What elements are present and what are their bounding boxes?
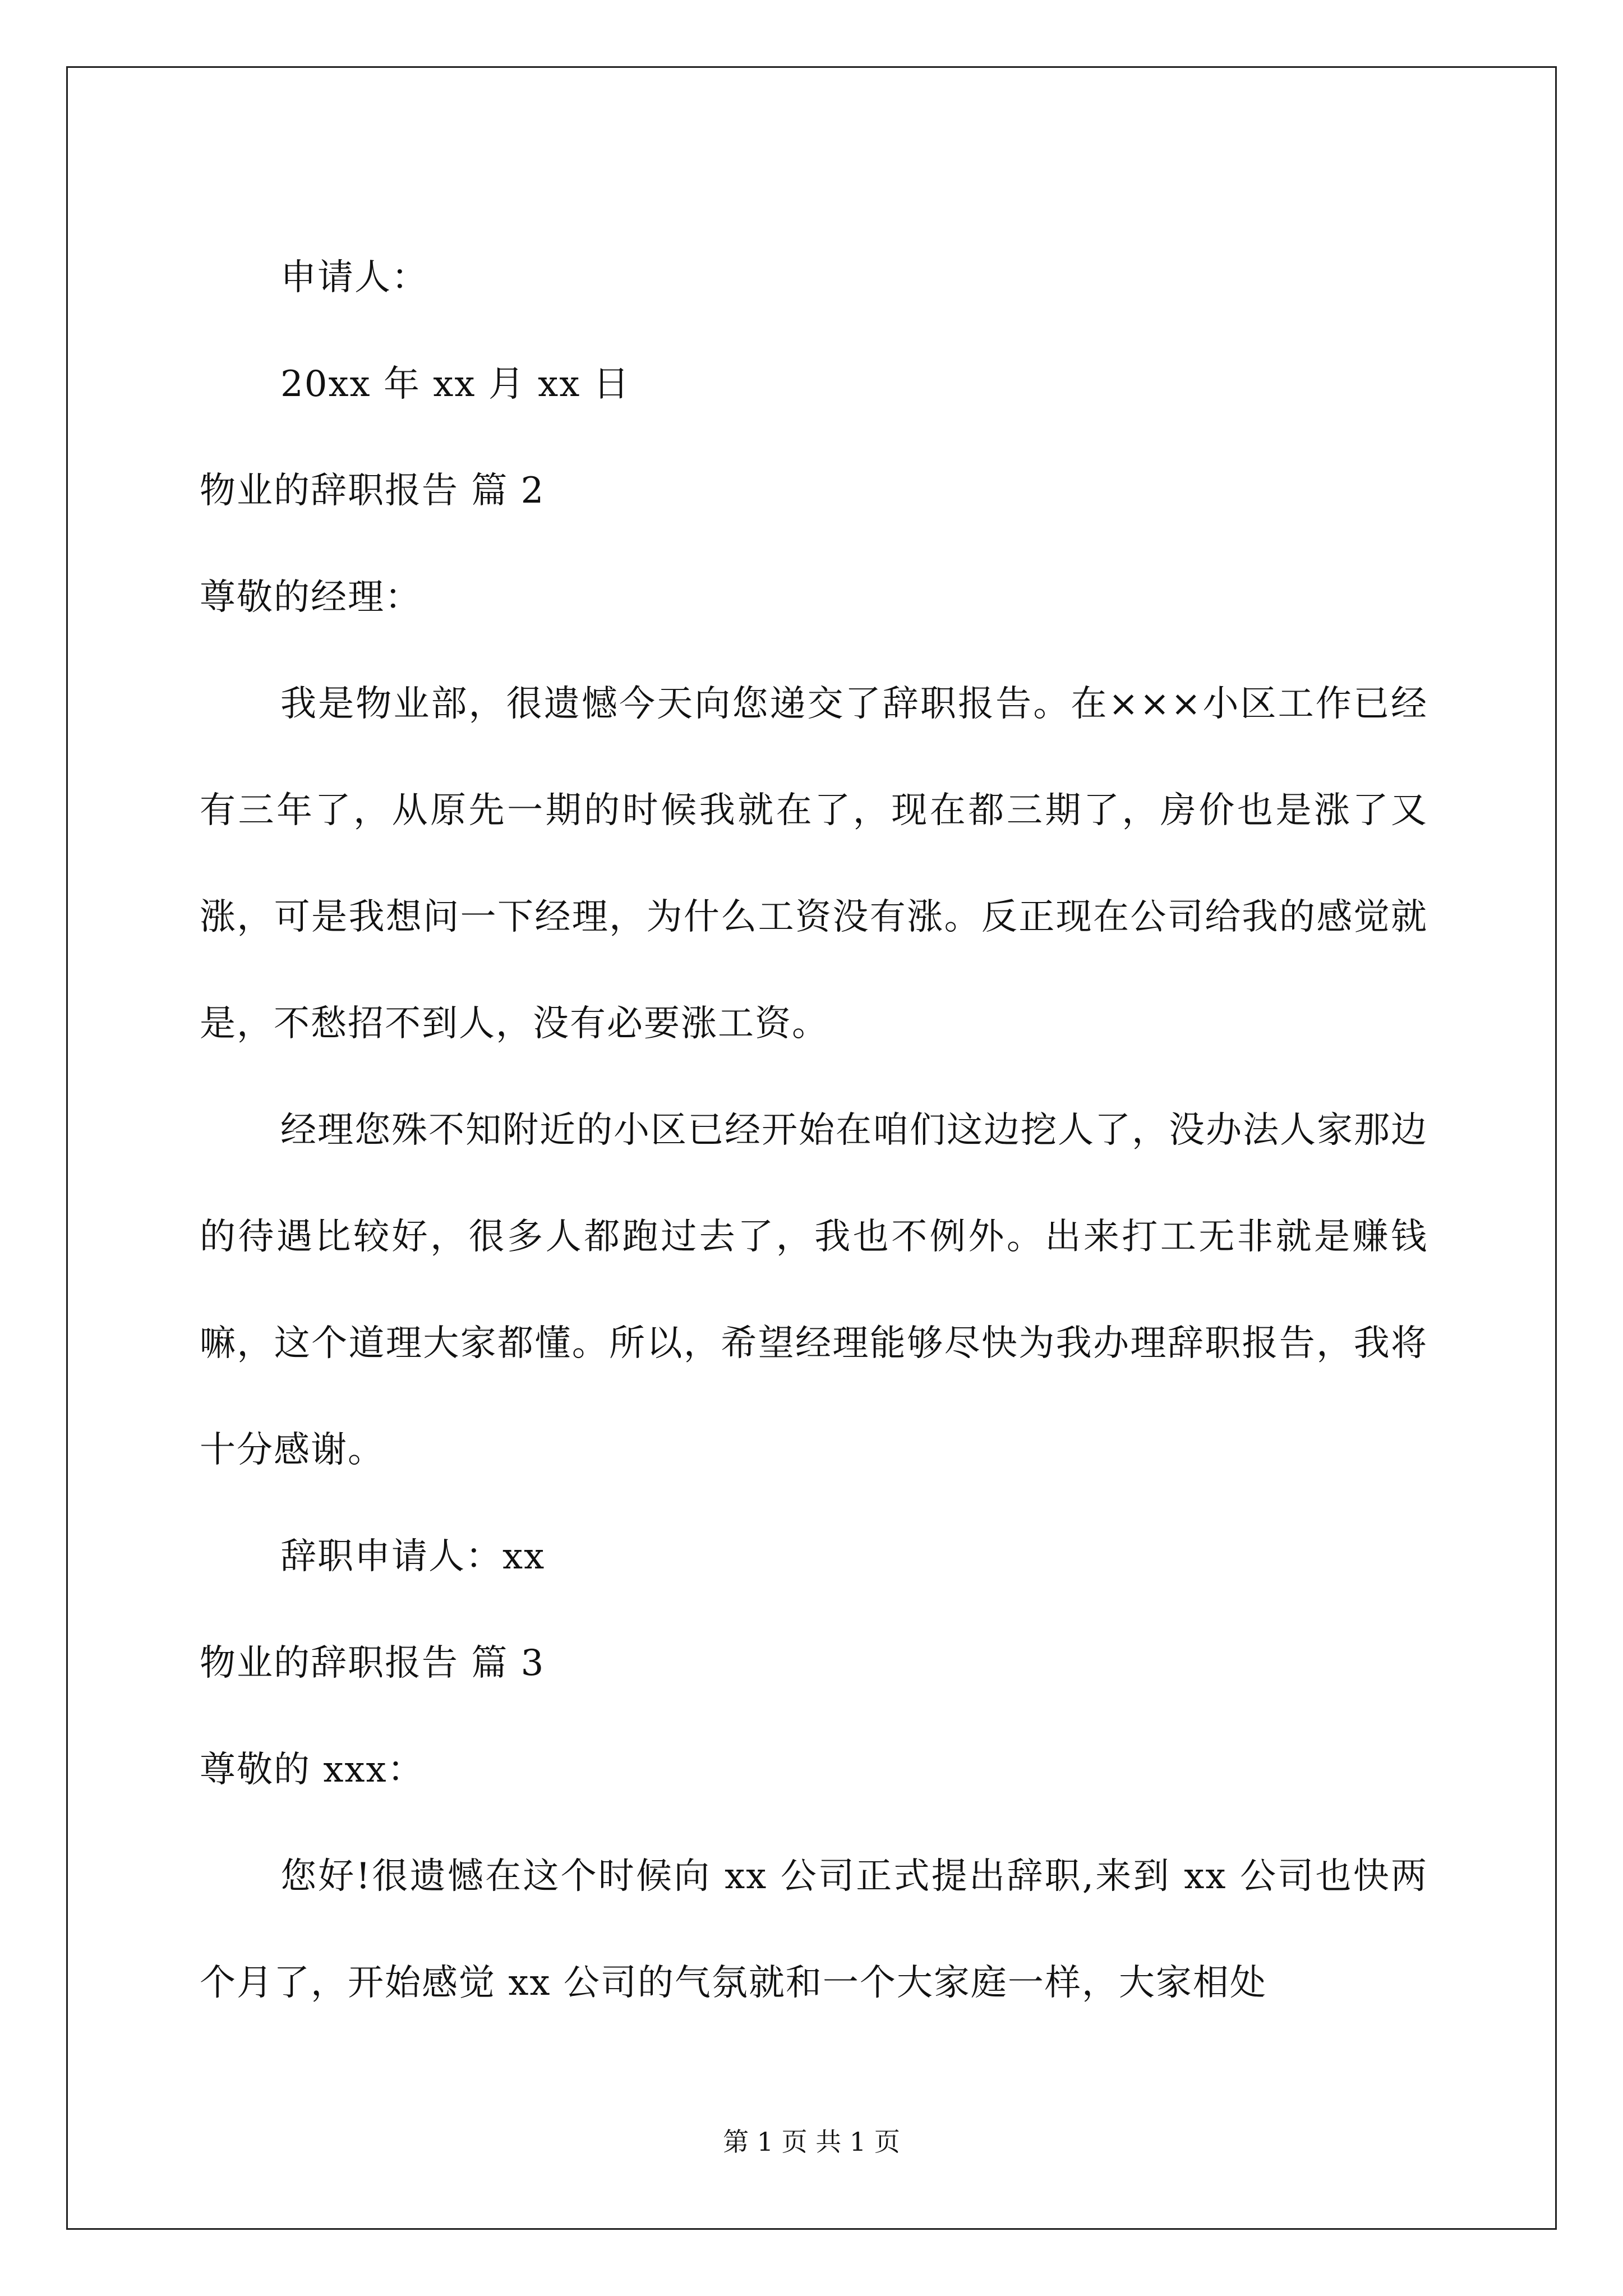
document-body — [200, 224, 1428, 2036]
date-line: 20xx 年 xx 月 xx 日 — [280, 364, 630, 405]
section-2-signature: 辞职申请人：xx — [280, 1536, 546, 1577]
page-footer: 第 1 页 共 1 页 — [723, 2127, 900, 2157]
section-3-salutation: 尊敬的 xxx： — [200, 1749, 425, 1791]
section-2-title: 物业的辞职报告 篇 2 — [200, 470, 545, 512]
applicant-line: 申请人： — [280, 257, 428, 298]
section-2-paragraph-1: 我是物业部，很遗憾今天向您递交了辞职报告。在×××小区工作已经有三年了，从原先一期的时候我就在了，现在都三期了，房价也是涨了又涨，可是我想问一下经理，为什么工资没有涨。反正现在公司给我的感觉就是，不愁招不到人，没有必要涨工资。 — [200, 683, 1428, 1045]
section-3-title: 物业的辞职报告 篇 3 — [200, 1642, 545, 1684]
section-2-paragraph-2: 经理您殊不知附近的小区已经开始在咱们这边挖人了，没办法人家那边的待遇比较好，很多人都跑过去了，我也不例外。出来打工无非就是赚钱嘛，这个道理大家都懂。所以，希望经理能够尽快为我办理辞职报告，我将十分感谢。 — [200, 1110, 1428, 1471]
section-3-paragraph-1: 您好!很遗憾在这个时候向 xx 公司正式提出辞职,来到 xx 公司也快两个月了，开始感觉 xx 公司的气氛就和一个大家庭一样，大家相处 — [200, 1856, 1428, 2004]
section-2-salutation: 尊敬的经理： — [200, 577, 422, 618]
